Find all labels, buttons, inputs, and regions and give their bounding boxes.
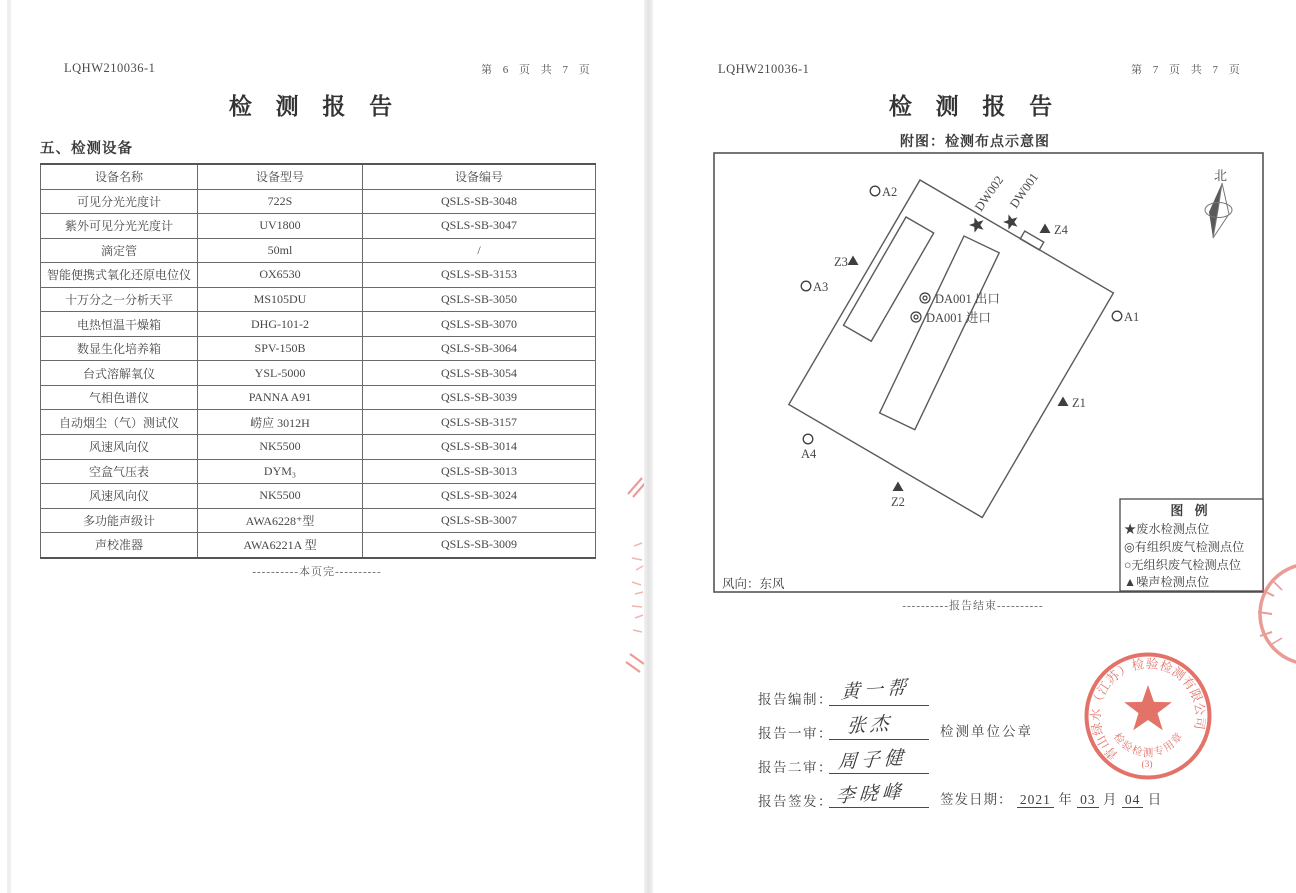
svg-text:检: 检 xyxy=(1130,744,1144,759)
svg-text:专: 专 xyxy=(1152,744,1166,759)
svg-text:验: 验 xyxy=(1119,739,1135,755)
table-cell: QSLS-SB-3009 xyxy=(363,533,596,558)
seal-star xyxy=(1124,685,1172,730)
issue-month: 03 xyxy=(1077,792,1099,808)
label-z1: Z1 xyxy=(1072,396,1086,410)
noise-point-z3-triangle xyxy=(848,256,859,266)
edge-seal-marks-right xyxy=(1244,552,1296,682)
label-dw001: DW001 xyxy=(1006,170,1042,211)
table-cell: DYM₃ xyxy=(198,459,363,484)
table-cell: YSL-5000 xyxy=(198,361,363,386)
svg-text:检: 检 xyxy=(1110,731,1127,747)
table-cell: QSLS-SB-3054 xyxy=(363,361,596,386)
noise-point-z4-triangle xyxy=(1040,224,1051,234)
table-cell: 722S xyxy=(198,189,363,214)
building-2 xyxy=(880,236,1000,430)
issue-year: 2021 xyxy=(1017,792,1054,808)
col-header-device-name: 设备名称 xyxy=(41,164,198,189)
issue-day: 04 xyxy=(1122,792,1144,808)
label-z3: Z3 xyxy=(834,255,848,269)
table-cell: PANNA A91 xyxy=(198,385,363,410)
table-row xyxy=(41,263,596,288)
equipment-table xyxy=(40,163,596,559)
table-cell: NK5500 xyxy=(198,435,363,460)
table-cell: QSLS-SB-3047 xyxy=(363,214,596,239)
table-cell: 电热恒温干燥箱 xyxy=(41,312,198,337)
wind-direction-note: 风向：东风 xyxy=(722,577,785,591)
table-cell: SPV-150B xyxy=(198,336,363,361)
table-row xyxy=(41,533,596,558)
sig-label-issued: 报告签发： xyxy=(758,794,833,809)
gas-point-a4-circle xyxy=(803,434,813,444)
table-cell: 50ml xyxy=(198,238,363,263)
noise-point-z2-triangle xyxy=(893,482,904,492)
page-edge-shadow xyxy=(7,0,11,893)
legend-item-noise: ▲噪声检测点位 xyxy=(1124,575,1210,589)
table-cell: QSLS-SB-3039 xyxy=(363,385,596,410)
table-cell: AWA6221A 型 xyxy=(198,533,363,558)
table-row xyxy=(41,361,596,386)
seal-bottom-text xyxy=(1111,730,1186,759)
svg-text:用: 用 xyxy=(1161,739,1177,755)
svg-text:测: 测 xyxy=(1142,748,1154,759)
table-row xyxy=(41,435,596,460)
table-cell: MS105DU xyxy=(198,287,363,312)
label-a1: A1 xyxy=(1124,310,1140,324)
table-cell: QSLS-SB-3048 xyxy=(363,189,596,214)
official-seal xyxy=(1080,648,1216,784)
table-cell: 声校准器 xyxy=(41,533,198,558)
col-header-device-serial: 设备编号 xyxy=(363,164,596,189)
svg-text:章: 章 xyxy=(1169,731,1186,747)
table-cell: 滴定管 xyxy=(41,238,198,263)
sig-label-prepared: 报告编制： xyxy=(758,692,833,707)
label-dw002: DW002 xyxy=(971,173,1007,214)
col-header-device-model: 设备型号 xyxy=(198,164,363,189)
table-cell: DHG-101-2 xyxy=(198,312,363,337)
sig-label-review1: 报告一审： xyxy=(758,726,833,741)
report-number: LQHW210036-1 xyxy=(64,61,156,75)
legend xyxy=(1120,499,1263,591)
table-cell: 可见分光光度计 xyxy=(41,189,198,214)
table-row xyxy=(41,287,596,312)
month-unit: 月 xyxy=(1103,792,1118,807)
report-number: LQHW210036-1 xyxy=(718,62,810,76)
report-end-note: ----------报告结束---------- xyxy=(902,600,1044,612)
legend-item-unorganized-gas: ○无组织废气检测点位 xyxy=(1124,558,1242,572)
table-row xyxy=(41,484,596,509)
issue-date-row xyxy=(940,788,1162,808)
report-page-7 xyxy=(653,0,1296,893)
year-unit: 年 xyxy=(1058,792,1073,807)
table-cell: QSLS-SB-3007 xyxy=(363,508,596,533)
table-row xyxy=(41,312,596,337)
day-unit: 日 xyxy=(1147,792,1163,807)
table-cell: QSLS-SB-3013 xyxy=(363,459,596,484)
table-cell: 数显生化培养箱 xyxy=(41,336,198,361)
table-header-row xyxy=(41,164,596,189)
table-row xyxy=(41,238,596,263)
table-row xyxy=(41,459,596,484)
noise-point-z1-triangle xyxy=(1058,397,1069,407)
sampling-layout-diagram xyxy=(713,152,1264,593)
table-row xyxy=(41,189,596,214)
issue-date-label: 签发日期： xyxy=(940,792,1013,807)
table-cell: 空盒气压表 xyxy=(41,459,198,484)
report-page-6 xyxy=(0,0,645,893)
page-divider xyxy=(644,0,653,893)
page-indicator: 第 7 页 共 7 页 xyxy=(1131,64,1244,76)
page-title: 检 测 报 告 xyxy=(228,94,402,119)
table-cell: 风速风向仪 xyxy=(41,435,198,460)
table-cell: 自动烟尘（气）测试仪 xyxy=(41,410,198,435)
table-cell: 智能便携式氧化还原电位仪 xyxy=(41,263,198,288)
table-row xyxy=(41,410,596,435)
seal-company-text: 青山绿水（江苏）检验检测有限公司 xyxy=(1088,656,1208,763)
table-cell: 风速风向仪 xyxy=(41,484,198,509)
label-z4: Z4 xyxy=(1054,223,1068,237)
table-cell: OX6530 xyxy=(198,263,363,288)
label-da001-outlet: DA001 出口 xyxy=(935,292,1000,306)
table-cell: QSLS-SB-3064 xyxy=(363,336,596,361)
equipment-table-body xyxy=(41,189,596,558)
section-title: 五、检测设备 xyxy=(40,141,133,157)
table-row xyxy=(41,508,596,533)
table-cell: QSLS-SB-3070 xyxy=(363,312,596,337)
label-a3: A3 xyxy=(813,280,829,294)
figure-title: 附图：检测布点示意图 xyxy=(900,135,1050,150)
page-indicator: 第 6 页 共 7 页 xyxy=(481,64,594,76)
table-cell: 多功能声级计 xyxy=(41,508,198,533)
wastewater-point-dw002-star xyxy=(969,217,984,232)
table-cell: 气相色谱仪 xyxy=(41,385,198,410)
table-cell: 十万分之一分析天平 xyxy=(41,287,198,312)
table-row xyxy=(41,385,596,410)
signature-issued: 李晓峰 xyxy=(835,781,906,808)
page-end-note: ----------本页完---------- xyxy=(252,566,382,578)
table-cell: AWA6228⁺型 xyxy=(198,508,363,533)
gas-point-a1-circle xyxy=(1112,311,1122,321)
table-cell: QSLS-SB-3050 xyxy=(363,287,596,312)
label-z2: Z2 xyxy=(891,495,905,509)
gate-structure xyxy=(1020,231,1044,250)
north-label: 北 xyxy=(1214,168,1228,183)
table-cell: 紫外可见分光光度计 xyxy=(41,214,198,239)
seal-caption: 检测单位公章 xyxy=(940,724,1033,739)
compass-icon xyxy=(1205,183,1232,238)
table-cell: QSLS-SB-3024 xyxy=(363,484,596,509)
table-cell: QSLS-SB-3157 xyxy=(363,410,596,435)
gas-point-a3-circle xyxy=(801,281,811,291)
table-cell: QSLS-SB-3014 xyxy=(363,435,596,460)
legend-item-wastewater: ★废水检测点位 xyxy=(1124,522,1210,536)
page-title: 检 测 报 告 xyxy=(888,94,1062,119)
wastewater-point-dw001-star xyxy=(1003,214,1018,229)
building-1 xyxy=(844,217,934,341)
table-cell: 崂应 3012H xyxy=(198,410,363,435)
seal-number: (3) xyxy=(1141,760,1153,770)
table-row xyxy=(41,214,596,239)
signature-review2: 周子健 xyxy=(837,747,908,774)
label-da001-inlet: DA001 进口 xyxy=(926,311,991,325)
table-cell: UV1800 xyxy=(198,214,363,239)
signature-prepared: 黄一帮 xyxy=(840,677,911,704)
legend-item-organized-gas: ◎有组织废气检测点位 xyxy=(1124,540,1245,554)
signature-review1: 张杰 xyxy=(846,713,894,738)
sig-label-review2: 报告二审： xyxy=(758,760,833,775)
legend-title: 图 例 xyxy=(1170,503,1212,518)
gas-point-a2-circle xyxy=(870,186,880,196)
table-cell: NK5500 xyxy=(198,484,363,509)
table-cell: QSLS-SB-3153 xyxy=(363,263,596,288)
table-cell: 台式溶解氧仪 xyxy=(41,361,198,386)
table-row xyxy=(41,336,596,361)
table-cell: / xyxy=(363,238,596,263)
label-a2: A2 xyxy=(882,185,898,199)
label-a4: A4 xyxy=(801,447,817,461)
